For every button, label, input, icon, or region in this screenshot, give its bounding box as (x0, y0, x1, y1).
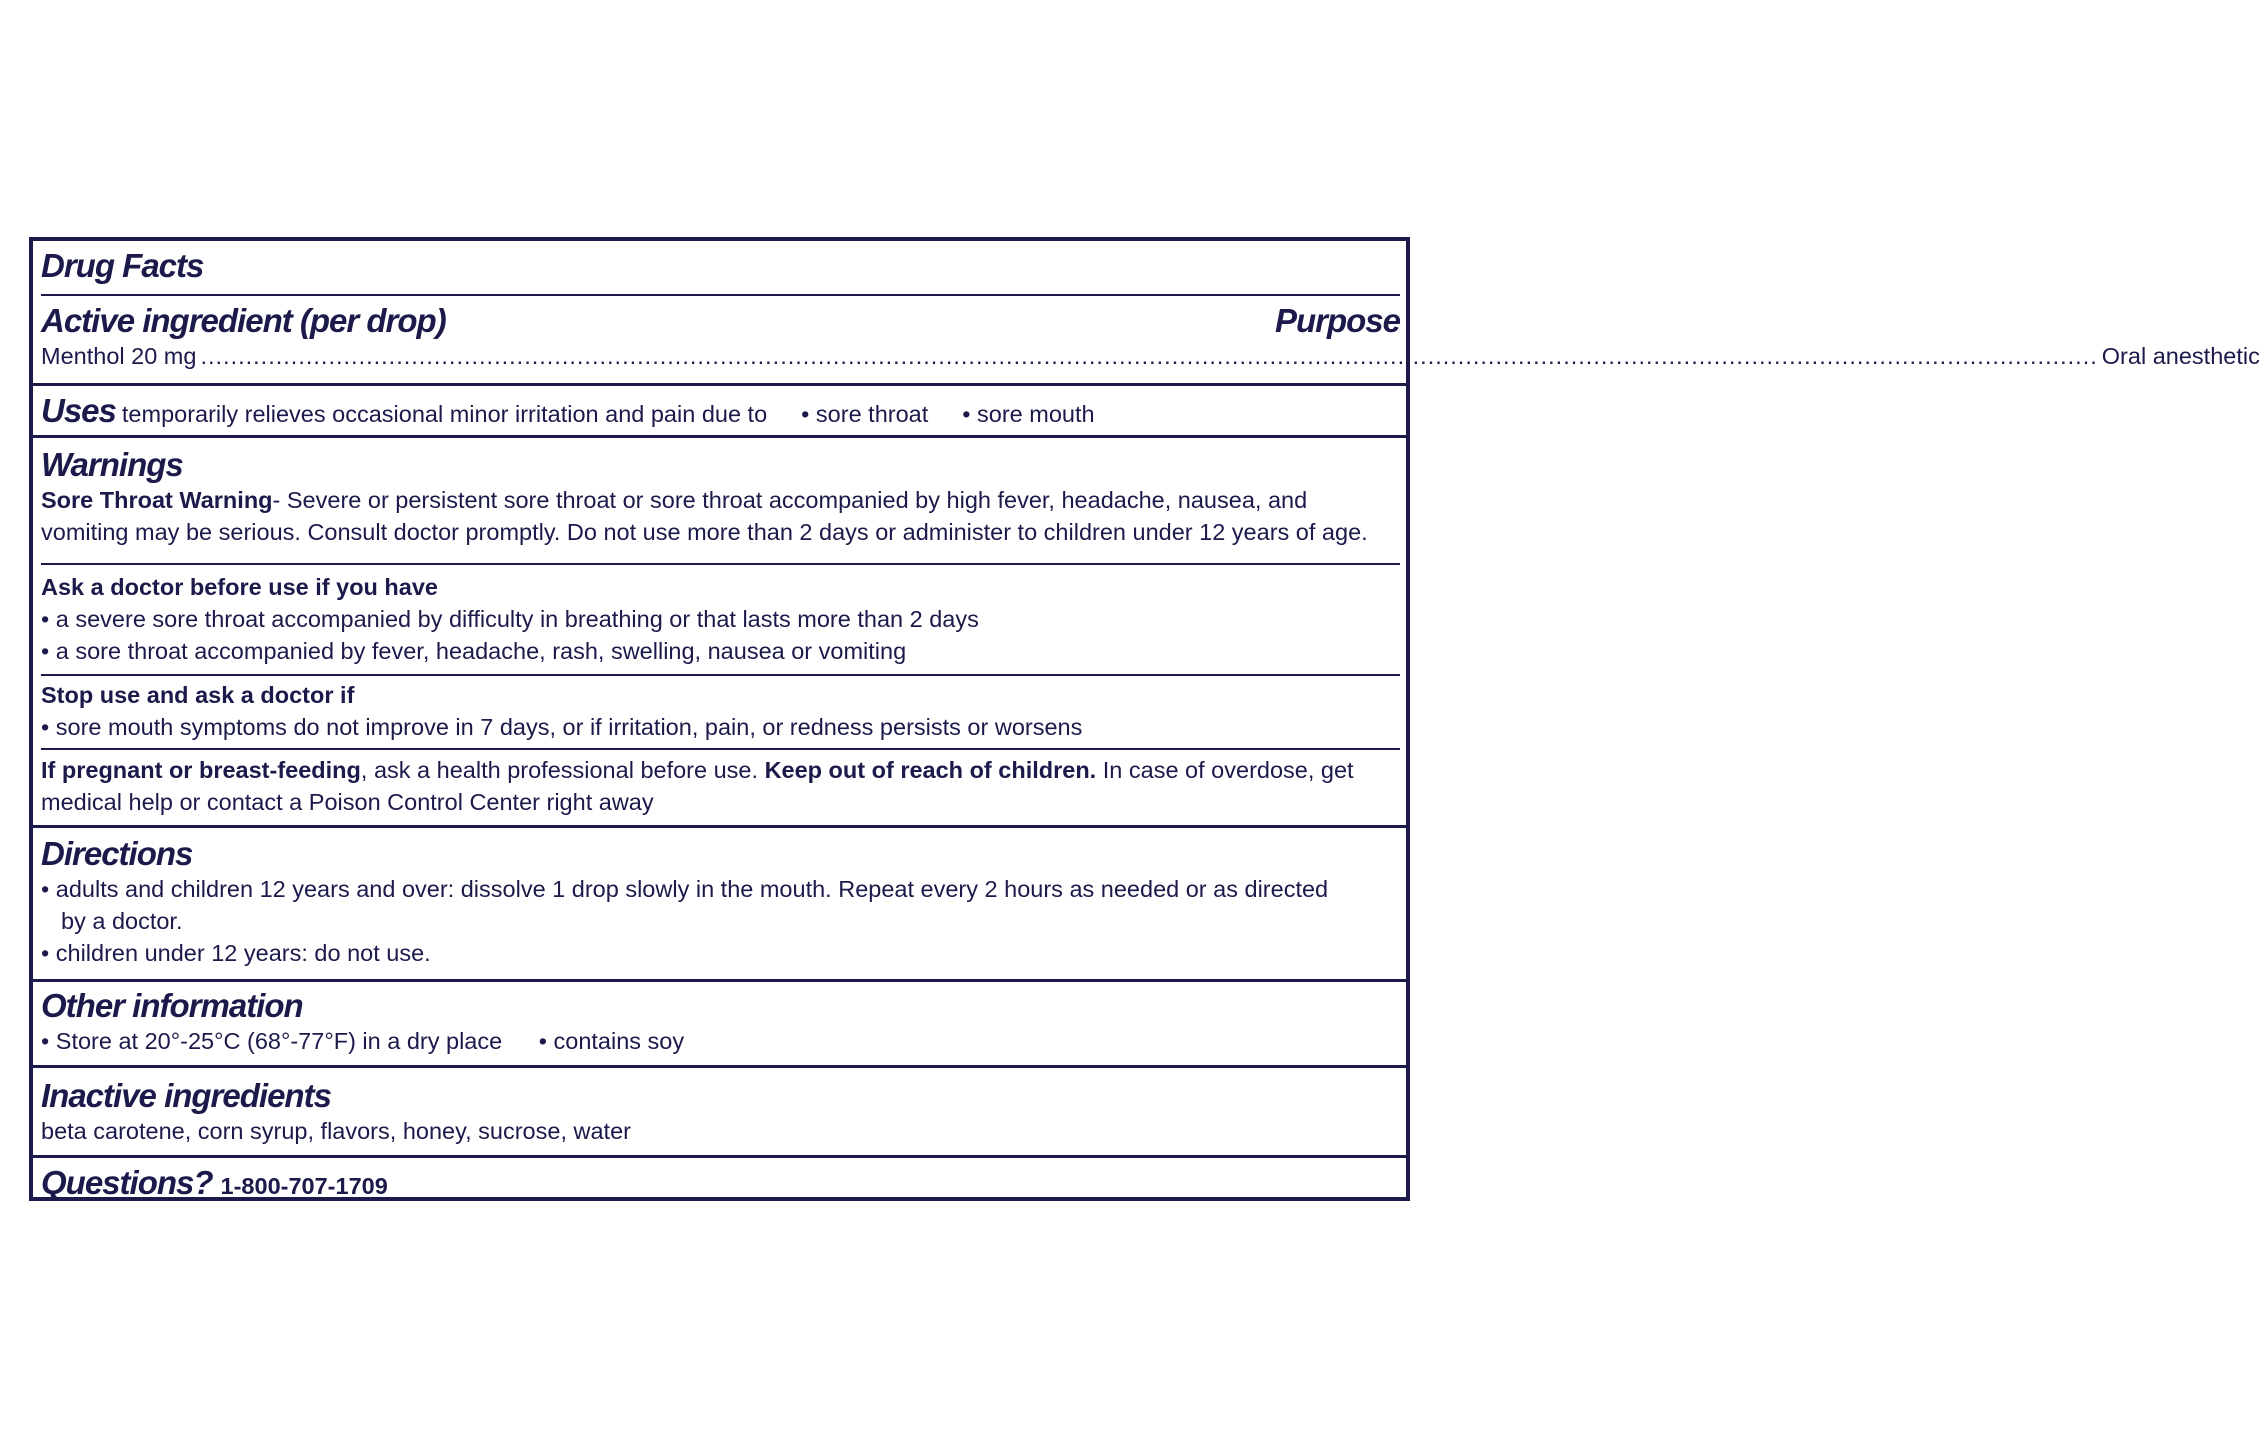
uses-text: temporarily relieves occasional minor irritation and pain due to (121, 401, 768, 427)
warnings-section (33, 446, 1406, 548)
pregnancy-line1 (41, 754, 1400, 786)
directions-item-continued: by a doctor. (61, 908, 183, 934)
active-heading-row (41, 302, 1400, 340)
inactive-ingredients-text: beta carotene, corn syrup, flavors, honey, sucrose, water (41, 1118, 631, 1144)
sore-throat-warning-text: - Severe or persistent sore throat or sore throat accompanied by high fever, headache, nausea, and (272, 487, 1308, 513)
stop-use-heading: Stop use and ask a doctor if (41, 682, 355, 708)
other-information-item: • contains soy (539, 1028, 684, 1054)
section-divider (33, 979, 1406, 982)
stop-use-item: • sore mouth symptoms do not improve in 7 days, or if irritation, pain, or redness persists or worsens (41, 711, 1400, 743)
uses-heading: Uses (41, 392, 116, 429)
section-divider (33, 825, 1406, 828)
drug-facts-title: Drug Facts (41, 247, 204, 284)
divider (41, 674, 1400, 676)
inactive-ingredients-section (33, 1077, 1406, 1147)
other-information-heading: Other information (41, 987, 303, 1024)
section-divider (33, 1065, 1406, 1068)
directions-item: • children under 12 years: do not use. (41, 937, 1400, 969)
uses-item-sore-mouth: • sore mouth (962, 398, 1094, 430)
sore-throat-warning (41, 484, 1400, 516)
section-divider (33, 435, 1406, 438)
ask-doctor-heading: Ask a doctor before use if you have (41, 574, 438, 600)
directions-heading: Directions (41, 835, 193, 872)
divider (41, 748, 1400, 750)
divider (41, 563, 1400, 565)
title-section (33, 247, 1406, 285)
overdose-text: In case of overdose, get (1102, 757, 1354, 783)
ingredient-purpose: Oral anesthetic (2101, 343, 2260, 369)
stop-use-section (33, 679, 1406, 743)
other-information-item: • Store at 20°-25°C (68°-77°F) in a dry place (41, 1028, 502, 1054)
stop-use-heading-wrap (41, 679, 1400, 711)
section-divider (33, 1155, 1406, 1158)
section-divider (33, 383, 1406, 386)
divider (41, 294, 1400, 296)
active-ingredient-row (41, 340, 2260, 372)
leader-dots: ............................................................................................................................................................................................................................................................ (200, 343, 2098, 369)
active-ingredient-heading: Active ingredient (per drop) (41, 302, 446, 339)
uses-section (33, 392, 1406, 430)
uses-row (41, 392, 1400, 430)
active-ingredient-section (33, 302, 2260, 372)
ingredient-name: Menthol 20 mg (41, 343, 197, 369)
uses-item-sore-throat: • sore throat (801, 398, 928, 430)
pregnant-text: , ask a health professional before use. (360, 757, 759, 783)
sore-throat-warning-label: Sore Throat Warning (41, 487, 273, 513)
ask-doctor-item: • a sore throat accompanied by fever, headache, rash, swelling, nausea or vomiting (41, 635, 1400, 667)
pregnant-label: If pregnant or breast-feeding (41, 757, 361, 783)
pregnancy-line2: medical help or contact a Poison Control Center right away (41, 789, 654, 815)
questions-phone: 1-800-707-1709 (220, 1173, 388, 1199)
inactive-ingredients-heading: Inactive ingredients (41, 1077, 331, 1114)
purpose-heading: Purpose (1274, 302, 1400, 339)
sore-throat-warning-line2: vomiting may be serious. Consult doctor promptly. Do not use more than 2 days or administer to children under 12 years of age. (41, 519, 1368, 545)
questions-section (33, 1164, 1406, 1202)
other-information-section (33, 987, 1406, 1057)
ask-doctor-item: • a severe sore throat accompanied by difficulty in breathing or that lasts more than 2 days (41, 603, 1400, 635)
other-information-row (41, 1025, 1400, 1057)
drug-facts-panel (29, 237, 2260, 1201)
directions-section (33, 835, 1406, 969)
ask-doctor-section (33, 571, 1406, 667)
keep-out-label: Keep out of reach of children. (764, 757, 1097, 783)
directions-item: • adults and children 12 years and over: dissolve 1 drop slowly in the mouth. Repeat every 2 hours as needed or as directed (41, 873, 1400, 905)
pregnancy-section (33, 754, 1406, 818)
questions-row (41, 1164, 1400, 1202)
ask-doctor-heading-wrap (41, 571, 1400, 603)
warnings-heading: Warnings (41, 446, 183, 483)
questions-heading: Questions? (41, 1164, 213, 1201)
